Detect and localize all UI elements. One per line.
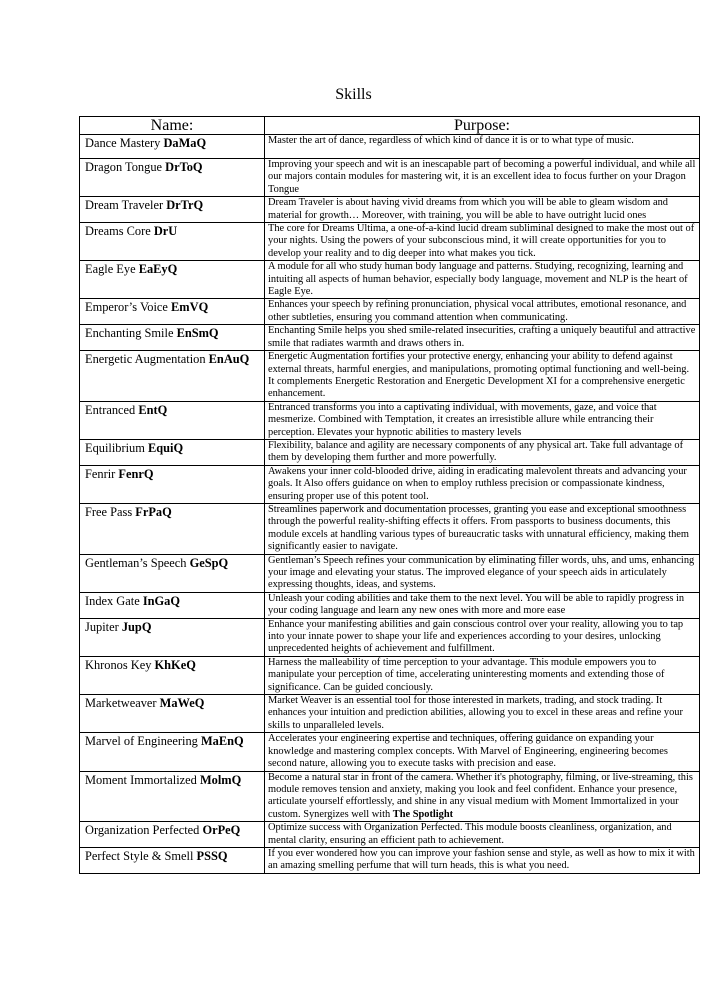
skill-name: Fenrir — [85, 466, 116, 481]
skill-code: MolmQ — [199, 772, 242, 787]
skill-name-cell — [80, 554, 265, 592]
skill-purpose-cell — [265, 299, 700, 325]
skill-purpose-cell — [265, 351, 700, 402]
skill-name-cell — [80, 351, 265, 402]
skill-purpose: Flexibility, balance and agility are necessary components of any physical art. Take full advantage of them by developing them further and more powerfully. — [268, 439, 684, 464]
skill-purpose-cell — [265, 465, 700, 503]
skill-purpose-cell — [265, 554, 700, 592]
skill-name: Moment Immortalized — [85, 772, 197, 787]
table-row — [80, 554, 700, 592]
skill-name-cell — [80, 439, 265, 465]
skill-purpose-cell — [265, 197, 700, 223]
skill-name-cell — [80, 299, 265, 325]
skill-name: Marketweaver — [85, 696, 157, 711]
skill-name-cell — [80, 223, 265, 261]
skill-purpose-cell — [265, 695, 700, 733]
skill-name: Dream Traveler — [85, 198, 164, 213]
skill-name: Dreams Core — [85, 224, 151, 239]
table-row — [80, 197, 700, 223]
skill-code: MaEnQ — [200, 734, 244, 749]
skill-purpose: Streamlines paperwork and documentation processes, granting you ease and exceptional smoothness through the powerful reality-shifting effects it offers. From passports to business documents, this module excels at handling various types of bureaucratic tasks with unnatural efficiency, making them significantly easier to navigate. — [268, 503, 689, 553]
skill-name: Khronos Key — [85, 657, 152, 672]
skill-purpose: Optimize success with Organization Perfected. This module boosts cleanliness, organization, and mental clarity, ensuring an efficient path to achievement. — [268, 822, 672, 846]
skill-name: Marvel of Engineering — [85, 734, 198, 749]
skill-name: Entranced — [85, 402, 136, 417]
skill-name: Equilibrium — [85, 440, 145, 455]
table-row — [80, 822, 700, 848]
table-row — [80, 503, 700, 554]
skill-purpose-cell — [265, 439, 700, 465]
skill-purpose-cell — [265, 159, 700, 197]
purpose-column-header: Purpose: — [265, 117, 700, 135]
table-row — [80, 439, 700, 465]
skill-code: EnSmQ — [176, 326, 219, 341]
skill-name: Free Pass — [85, 504, 133, 519]
skill-name: Emperor’s Voice — [85, 300, 168, 315]
skill-name: Organization Perfected — [85, 823, 200, 838]
skill-name: Gentleman’s Speech — [85, 555, 187, 570]
skill-purpose: Become a natural star in front of the camera. Whether it's photography, filming, or live-streaming, this module removes tension and anxiety, making you look and feel confident. Enhance your presence, articulate yourself effortlessly, and shine in any visual medium with Moment Immortalized in your custom. Synergizes well with — [268, 771, 693, 820]
table-row — [80, 656, 700, 694]
table-row — [80, 261, 700, 299]
skill-purpose: Harness the malleability of time perception to your advantage. This module empowers you to manipulate your perception of time, accelerating uninteresting moments and extending those of significance. Can be guided conciously. — [268, 656, 665, 693]
skill-code: OrPeQ — [202, 823, 241, 838]
skill-purpose: The core for Dreams Ultima, a one-of-a-kind lucid dream subliminal designed to make the most out of your nights. Using the powers of your subconscious mind, it will create opportunities for you to develop your reality and to dig deeper into what makes you tick. — [268, 223, 695, 259]
skill-name: Dragon Tongue — [85, 160, 163, 174]
skills-table — [79, 116, 700, 874]
skill-purpose: Market Weaver is an essential tool for those interested in markets, trading, and stock trading. It enhances your intuition and prediction abilities, allowing you to excel in these areas and refine your skills to unparalleled levels. — [268, 695, 683, 731]
skill-purpose: If you ever wondered how you can improve your fashion sense and style, as well as how to mix it with an amazing smelling perfume that will turn heads, this is what you need. — [268, 847, 695, 872]
skill-purpose-cell — [265, 592, 700, 618]
skill-name: Energetic Augmentation — [85, 352, 206, 367]
skill-code: EmVQ — [171, 300, 209, 315]
skill-name-cell — [80, 325, 265, 351]
table-row — [80, 618, 700, 656]
skill-name: Enchanting Smile — [85, 326, 174, 341]
skill-purpose-cell — [265, 325, 700, 351]
skill-name-cell — [80, 618, 265, 656]
skill-code: DrTrQ — [166, 198, 204, 213]
skill-name: Perfect Style & Smell — [85, 848, 194, 863]
skill-purpose: Awakens your inner cold-blooded drive, aiding in eradicating malevolent threats and advancing your goals. It Also offers guidance on when to employ ruthless precision or compassionate kindness, ensuring proper use of this potent tool. — [268, 465, 687, 502]
skill-code: MaWeQ — [159, 696, 205, 711]
skill-name: Jupiter — [85, 619, 119, 634]
skill-name-cell — [80, 847, 265, 873]
skill-purpose-cell — [265, 847, 700, 873]
skill-purpose-cell — [265, 771, 700, 822]
skill-purpose-cell — [265, 656, 700, 694]
skill-purpose-cell — [265, 135, 700, 159]
skill-purpose-cell — [265, 261, 700, 299]
skill-code: EquiQ — [148, 440, 184, 455]
table-row — [80, 401, 700, 439]
table-row — [80, 135, 700, 159]
table-row — [80, 847, 700, 873]
skill-code: EaEyQ — [138, 262, 178, 277]
name-column-header: Name: — [80, 117, 265, 135]
skill-name-cell — [80, 733, 265, 771]
table-row — [80, 299, 700, 325]
skill-purpose: Master the art of dance, regardless of which kind of dance it is or to what type of music. — [268, 135, 634, 146]
skill-purpose: Enhance your manifesting abilities and gain conscious control over your reality, allowing you to tap into your innate power to shape your life and experiences according to your desires, unlocking unprecedented heights of achievement and fulfillment. — [268, 618, 684, 655]
skill-code: EnAuQ — [208, 352, 250, 367]
skill-name-cell — [80, 592, 265, 618]
skill-code: EntQ — [138, 402, 168, 417]
skill-name-cell — [80, 503, 265, 554]
skill-name-cell — [80, 771, 265, 822]
skill-code: InGaQ — [142, 593, 180, 608]
skill-purpose-emphasis: The Spotlight — [392, 808, 454, 820]
skill-purpose-cell — [265, 503, 700, 554]
skill-purpose-cell — [265, 618, 700, 656]
skill-code: DrU — [153, 224, 178, 239]
table-row — [80, 771, 700, 822]
table-row — [80, 351, 700, 402]
skill-purpose: A module for all who study human body language and patterns. Studying, recognizing, learning and intuiting all aspects of human behavior, especially body language, movement and NLP is the heart of Eagle Eye. — [268, 261, 688, 298]
table-row — [80, 695, 700, 733]
skill-code: FrPaQ — [135, 504, 172, 519]
table-row — [80, 733, 700, 771]
skill-name: Dance Mastery — [85, 136, 161, 150]
skill-code: PSSQ — [196, 848, 228, 863]
skill-name-cell — [80, 656, 265, 694]
skill-purpose: Entranced transforms you into a captivating individual, with movements, gaze, and voice that mesmerize. Combined with Temptation, it creates an irresistible allure while entrancing their perception. Elevates your hypnotic abilities to mastery levels — [268, 401, 657, 438]
table-row — [80, 325, 700, 351]
table-row — [80, 465, 700, 503]
skill-name-cell — [80, 465, 265, 503]
skill-purpose-cell — [265, 223, 700, 261]
page-title: Skills — [335, 86, 372, 103]
table-header-row — [80, 117, 700, 135]
table-row — [80, 223, 700, 261]
skill-purpose: Gentleman’s Speech refines your communication by eliminating filler words, uhs, and ums, enhancing your image and elevating your status. The improved elegance of your speech aids in articulately expressing thoughts, ideas, and systems. — [268, 554, 695, 591]
skill-purpose-cell — [265, 401, 700, 439]
skill-purpose-cell — [265, 822, 700, 848]
skill-code: DaMaQ — [163, 136, 207, 150]
skill-purpose: Unleash your coding abilities and take them to the next level. You will be able to rapidly progress in your coding language and learn any new ones with more and more ease — [268, 592, 685, 617]
skill-purpose: Enchanting Smile helps you shed smile-related insecurities, crafting a uniquely beautiful and attractive smile that radiates warmth and draws others in. — [268, 325, 696, 349]
skill-code: GeSpQ — [189, 555, 229, 570]
table-row — [80, 159, 700, 197]
skill-name-cell — [80, 135, 265, 159]
skill-code: JupQ — [121, 619, 152, 634]
skill-name: Eagle Eye — [85, 262, 136, 277]
skill-name-cell — [80, 261, 265, 299]
skill-code: KhKeQ — [154, 657, 196, 672]
skill-purpose: Improving your speech and wit is an inescapable part of becoming a powerful individual, and while all our majors contain modules for mastering wit, it is an excellent idea to focus further on your Dragon Tongue — [268, 159, 696, 195]
skill-name-cell — [80, 159, 265, 197]
table-row — [80, 592, 700, 618]
skill-name-cell — [80, 401, 265, 439]
skill-purpose: Enhances your speech by refining pronunciation, physical vocal attributes, emotional resonance, and other subtleties, ensuring you command attention when communicating. — [268, 299, 687, 323]
skill-name-cell — [80, 695, 265, 733]
skill-name-cell — [80, 822, 265, 848]
skill-code: DrToQ — [165, 160, 203, 174]
skill-purpose: Energetic Augmentation fortifies your protective energy, enhancing your ability to defend against external threats, harmful energies, and manipulations, promoting optimal functioning and well-being. It complements Energetic Restoration and Energetic Development XI for a comprehensive energetic enhancement. — [268, 351, 690, 400]
skill-purpose-cell — [265, 733, 700, 771]
skill-purpose: Dream Traveler is about having vivid dreams from which you will be able to gleam wisdom and material for growth… Moreover, with training, you will be able to have outright lucid ones — [268, 197, 668, 221]
skill-name-cell — [80, 197, 265, 223]
skill-code: FenrQ — [118, 466, 154, 481]
skill-name: Index Gate — [85, 593, 140, 608]
skill-purpose: Accelerates your engineering expertise and techniques, offering guidance on expanding your knowledge and mastering complex concepts. With Marvel of Engineering, engineering becomes second nature, allowing you to execute tasks with precision and ease. — [268, 733, 668, 770]
